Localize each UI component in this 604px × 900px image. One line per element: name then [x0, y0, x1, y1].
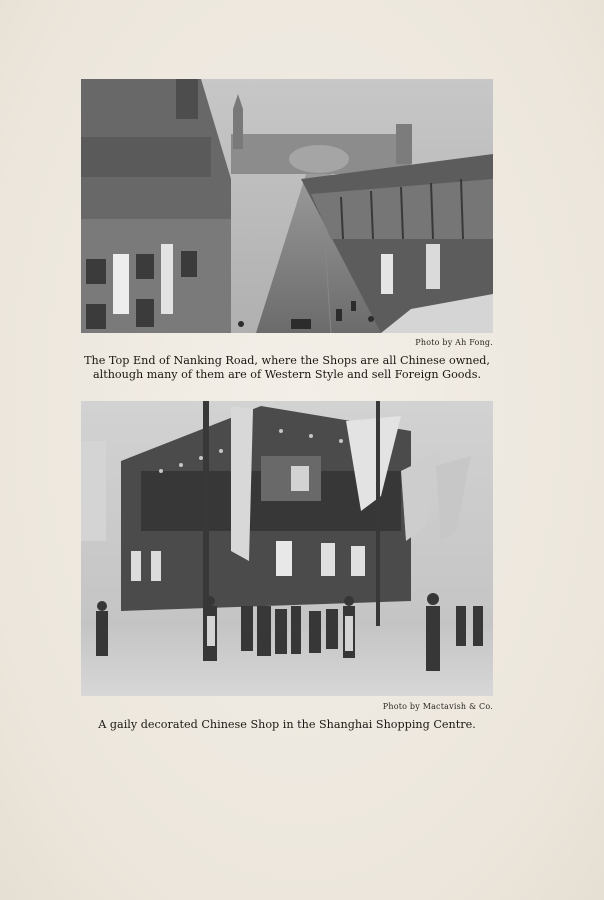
caption-line: The Top End of Nanking Road, where the Shops are all Chinese owned,: [84, 354, 490, 367]
photo-credit: Photo by Ah Fong.: [415, 338, 493, 347]
photo-caption: [81, 718, 493, 732]
chinese-shop-photo: [81, 401, 493, 696]
caption-line: A gaily decorated Chinese Shop in the Shanghai Shopping Centre.: [98, 718, 476, 731]
photo-caption: [81, 354, 493, 381]
photo-credit: Photo by Mactavish & Co.: [382, 702, 493, 711]
caption-line: although many of them are of Western Style and sell Foreign Goods.: [92, 367, 481, 381]
nanking-road-photo: [81, 79, 493, 333]
